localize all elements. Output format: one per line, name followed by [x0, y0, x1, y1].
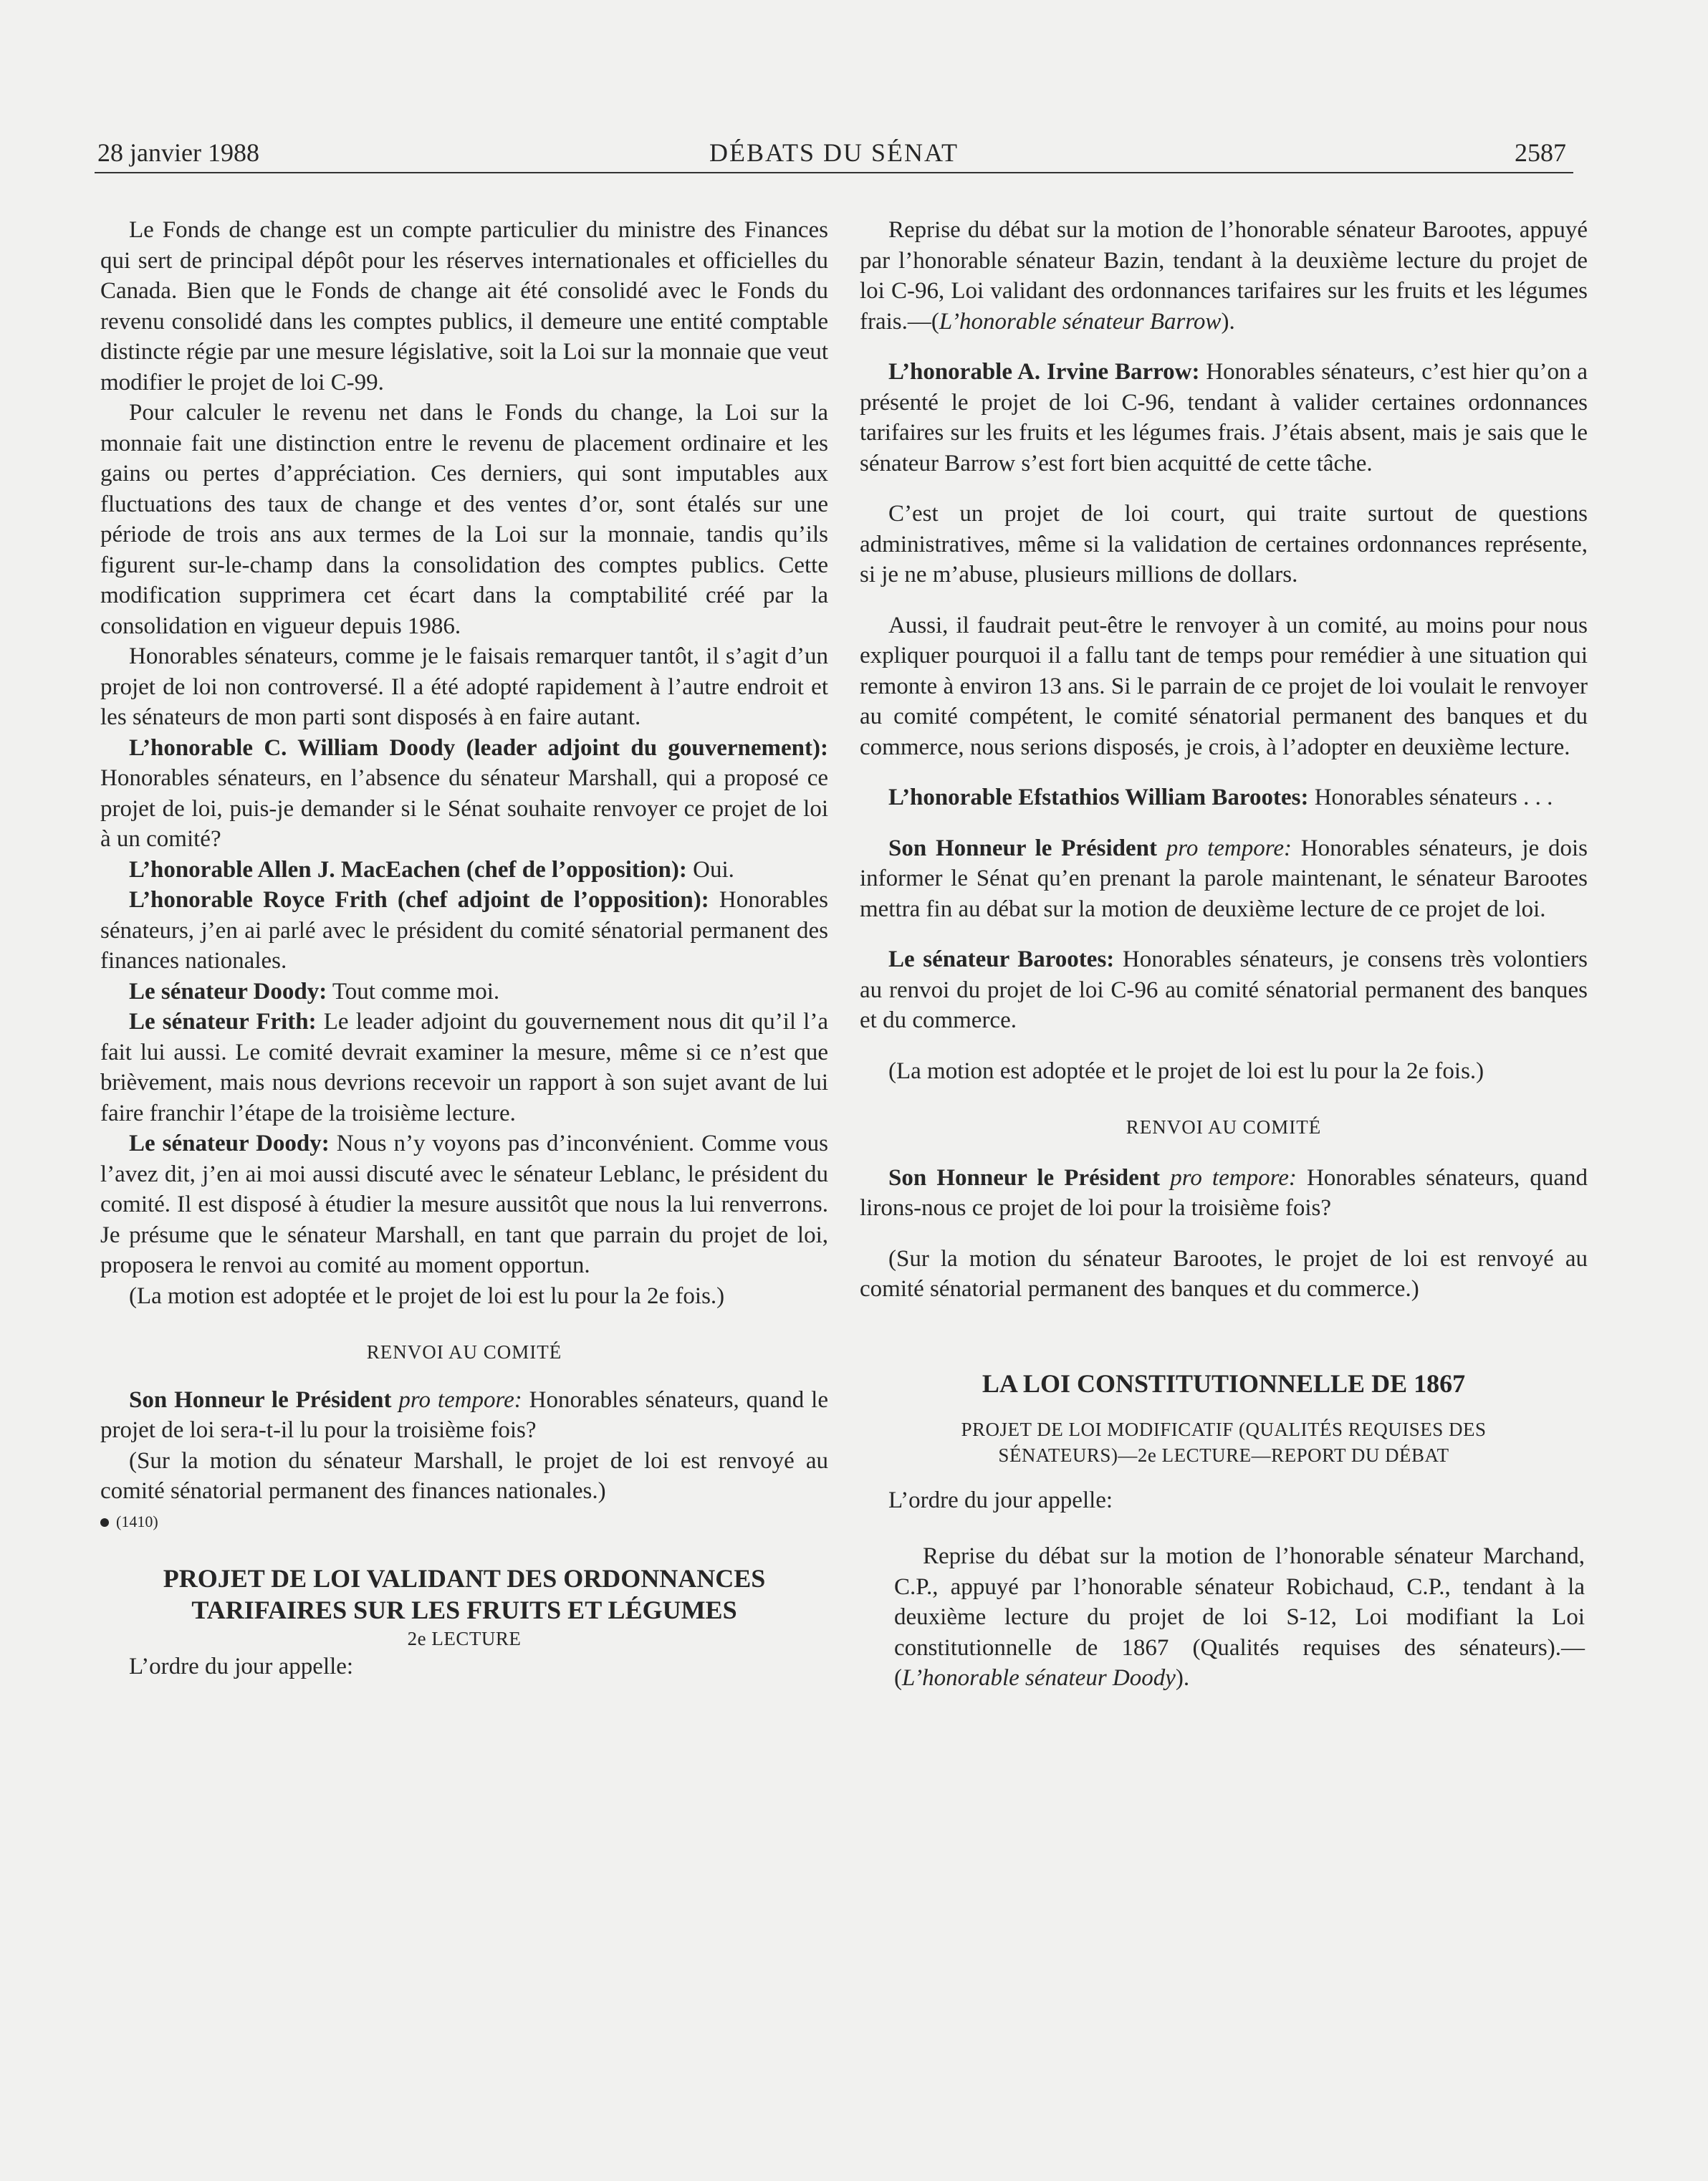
procedural-note: (Sur la motion du sénateur Barootes, le projet de loi est renvoyé au comité sénatorial permanent des banques et du commerce.): [860, 1245, 1588, 1302]
speech-text: Tout comme moi.: [327, 978, 500, 1005]
paragraph-end: ).: [1221, 308, 1235, 335]
time-marker: [100, 1507, 828, 1538]
speech: [100, 1385, 828, 1446]
bullet-icon: [100, 1518, 109, 1527]
speech-text: Honorables sénateurs, quand le projet de loi sera-t-il lu pour la troisième fois?: [100, 1386, 828, 1443]
section-heading: RENVOI AU COMITÉ: [366, 1341, 562, 1363]
procedural-note: (La motion est adoptée et le projet de loi est lu pour la 2e fois.): [129, 1283, 725, 1309]
paragraph: Pour calculer le revenu net dans le Fonds du change, la Loi sur la monnaie fait une distinction entre le revenu de placement ordinaire et les gains ou pertes d’appréciation. Ces derniers, qui sont imputables aux fluctuations des taux de change et des ventes d’or, sont étalés sur une période de trois ans aux termes de la Loi sur la monnaie, tandis qu’ils figurent sur-le-champ dans la consolidation des comptes publics. Cette modification supprimera cet écart dans la comptabilité créé par la consolidation en vigueur depuis 1986.: [100, 400, 828, 639]
speech-text: Oui.: [686, 856, 734, 883]
paragraph: Le Fonds de change est un compte particulier du ministre des Finances qui sert de principal dépôt pour les réserves internationales et officielles du Canada. Bien que le Fonds de change ait été consolidé avec le Fonds du revenu consolidé dans les comptes publics, il demeure une entité comptable distincte régie par une mesure législative, soit la Loi sur la monnaie que veut modifier le projet de loi C-99.: [100, 217, 828, 396]
speaker-name: Le sénateur Doody:: [129, 978, 327, 1005]
speaker-name: L’honorable Efstathios William Barootes:: [888, 785, 1309, 810]
paragraph: Honorables sénateurs, comme je le faisais remarquer tantôt, il s’agit d’un projet de loi non controversé. Il a été adopté rapidement à l’autre endroit et les sénateurs de mon parti sont disposés à en faire autant.: [100, 643, 828, 730]
paragraph: C’est un projet de loi court, qui traite surtout de questions administratives, même si la validation de certaines ordonnances représente, si je ne m’abuse, plusieurs millions de dollars.: [860, 501, 1588, 588]
speaker-name: Son Honneur le Président: [888, 1164, 1161, 1191]
speaker-name: Son Honneur le Président: [129, 1386, 392, 1413]
section-subtitle: PROJET DE LOI MODIFICATIF (QUALITÉS REQUISES DES: [961, 1418, 1487, 1440]
speaker-title: pro tempore:: [1160, 1164, 1297, 1191]
procedural-note: (La motion est adoptée et le projet de loi est lu pour la 2e fois.): [888, 1058, 1484, 1084]
paragraph: [860, 215, 1588, 337]
citation: L’honorable sénateur Doody: [902, 1665, 1176, 1691]
paragraph: L’ordre du jour appelle:: [888, 1487, 1113, 1513]
paragraph-text: Reprise du débat sur la motion de l’honorable sénateur Barootes, appuyé par l’honorable sénateur Bazin, tendant à la deuxième lecture du projet de loi C-96, Loi validant des ordonnances tarifaires sur les fruits et les légumes frais.—(: [860, 217, 1588, 335]
speech: [100, 885, 828, 977]
speaker-name: Le sénateur Barootes:: [888, 946, 1115, 972]
speaker-title: pro tempore:: [1157, 835, 1292, 861]
page-number: 2587: [1515, 138, 1566, 167]
paragraph-text: Reprise du débat sur la motion de l’honorable sénateur Marchand, C.P., appuyé par l’honorable sénateur Robichaud, C.P., tendant à la deuxième lecture du projet de loi S-12, Loi modifiant la Loi constitutionnelle de 1867 (Qualités requises des sénateurs).—(: [894, 1543, 1585, 1691]
speech: [860, 357, 1588, 479]
speech-text: Le leader adjoint du gouvernement nous dit qu’il l’a fait lui aussi. Le comité devrait examiner la mesure, même si ce n’est que brièvement, mais nous devrions recevoir un rapport à son sujet avant de lui faire franchir l’étape de la troisième lecture.: [100, 1009, 828, 1126]
speech-text: Nous n’y voyons pas d’inconvénient. Comme vous l’avez dit, j’en ai moi aussi discuté avec le sénateur Leblanc, le président du comité. Il est disposé à étudier la mesure aussitôt que nous la lui renverrons. Je présume que le sénateur Marshall, en tant que parrain du projet de loi, proposera le renvoi au comité au moment opportun.: [100, 1131, 828, 1278]
speaker-name: L’honorable C. William Doody (leader adjoint du gouvernement):: [129, 734, 828, 761]
section-subtitle: 2e LECTURE: [407, 1628, 522, 1649]
section-title-line: TARIFAIRES SUR LES FRUITS ET LÉGUMES: [191, 1596, 737, 1624]
speech: [860, 833, 1588, 925]
speaker-title: pro tempore:: [391, 1386, 522, 1413]
speech-text: Honorables sénateurs, quand lirons-nous ce projet de loi pour la troisième fois?: [860, 1164, 1588, 1221]
speech: [100, 1007, 828, 1128]
speech-text: Honorables sénateurs, je consens très volontiers au renvoi du projet de loi C-96 au comité sénatorial permanent des banques et du commerce.: [860, 946, 1588, 1033]
paragraph: L’ordre du jour appelle:: [129, 1654, 354, 1679]
speech-text: Honorables sénateurs . . .: [1308, 785, 1553, 810]
header-title: DÉBATS DU SÉNAT: [709, 138, 959, 167]
speaker-name: Son Honneur le Président: [888, 835, 1157, 861]
speaker-name: Le sénateur Doody:: [129, 1131, 330, 1156]
section-title: LA LOI CONSTITUTIONNELLE DE 1867: [982, 1368, 1466, 1398]
speech: [100, 733, 828, 855]
speech-text: Honorables sénateurs, c’est hier qu’on a présenté le projet de loi C-96, tendant à valider certaines ordonnances tarifaires sur les fruits et les légumes frais. J’étais absent, mais je sais que le sénateur Barrow s’est fort bien acquitté de cette tâche.: [860, 359, 1588, 476]
section-heading: RENVOI AU COMITÉ: [1126, 1116, 1322, 1138]
section-title-line: PROJET DE LOI VALIDANT DES ORDONNANCES: [163, 1564, 766, 1593]
speech-text: Honorables sénateurs, j’en ai parlé avec le président du comité sénatorial permanent des finances nationales.: [100, 887, 828, 974]
paragraph-end: ).: [1175, 1665, 1190, 1691]
speech: [860, 1163, 1588, 1224]
speech: [100, 977, 828, 1007]
speaker-name: L’honorable Royce Frith (chef adjoint de l’opposition):: [129, 887, 709, 913]
speech: [100, 1128, 828, 1281]
time-marker-text: (1410): [116, 1512, 158, 1530]
section-subtitle: SÉNATEURS)—2e LECTURE—REPORT DU DÉBAT: [998, 1444, 1449, 1466]
right-column: [860, 215, 1588, 1694]
citation: L’honorable sénateur Barrow: [939, 308, 1222, 335]
speech: [100, 855, 828, 886]
speech: [860, 944, 1588, 1036]
speech-text: Honorables sénateurs, je dois informer le Sénat qu’en prenant la parole maintenant, le sénateur Barootes mettra fin au débat sur la motion de deuxième lecture de ce projet de loi.: [860, 835, 1588, 922]
speech-text: Honorables sénateurs, en l’absence du sénateur Marshall, qui a proposé ce projet de loi, puis-je demander si le Sénat souhaite renvoyer ce projet de loi à un comité?: [100, 765, 828, 852]
speech: [860, 782, 1588, 813]
left-column: [100, 215, 828, 1682]
speaker-name: Le sénateur Frith:: [129, 1009, 317, 1035]
paragraph: [860, 1541, 1588, 1694]
procedural-note: (Sur la motion du sénateur Marshall, le projet de loi est renvoyé au comité sénatorial permanent des finances nationales.): [100, 1447, 828, 1504]
page-header: [95, 133, 1573, 173]
speaker-name: L’honorable Allen J. MacEachen (chef de l’opposition):: [129, 856, 687, 883]
paragraph: Aussi, il faudrait peut-être le renvoyer à un comité, au moins pour nous expliquer pourquoi il a fallu tant de temps pour remédier à une situation qui remonte à environ 13 ans. Si le parrain de ce projet de loi voulait le renvoyer au comité compétent, le comité sénatorial permanent des banques et du commerce, nous serions disposés, je crois, à l’adopter en deuxième lecture.: [860, 612, 1588, 760]
speaker-name: L’honorable A. Irvine Barrow:: [888, 359, 1200, 385]
header-date: 28 janvier 1988: [97, 138, 259, 167]
